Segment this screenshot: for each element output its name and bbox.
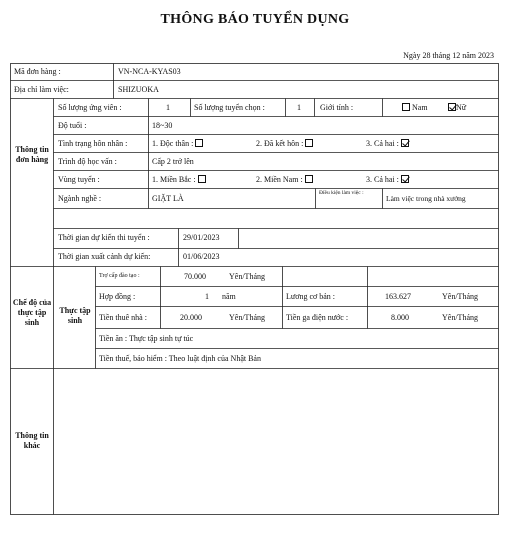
contract-label: Hợp đồng : xyxy=(99,292,136,301)
rent-unit: Yên/Tháng xyxy=(229,313,265,322)
marital-label: Tình trạng hôn nhân : xyxy=(58,139,128,148)
order-code-value: VN-NCA-KYAS03 xyxy=(118,67,181,76)
marital-married-checkbox[interactable] xyxy=(305,139,313,147)
marital-both-checkbox[interactable] xyxy=(401,139,409,147)
region-north-checkbox[interactable] xyxy=(198,175,206,183)
section-trainee-regime: Chế độ của thực tập sinh xyxy=(12,298,52,327)
departure-date-value: 01/06/2023 xyxy=(183,252,220,261)
base-salary-label: Lương cơ bản : xyxy=(286,292,336,301)
base-salary-unit: Yên/Tháng xyxy=(442,292,478,301)
section-other-info: Thông tin khác xyxy=(15,431,49,450)
industry-label: Ngành nghề : xyxy=(58,194,102,203)
age-label: Độ tuổi : xyxy=(58,121,87,130)
marital-both-text: 3. Cả hai : xyxy=(366,139,399,148)
section-order-info: Thông tin đơn hàng xyxy=(15,145,49,164)
region-south-text: 2. Miền Nam : xyxy=(256,175,303,184)
section-trainee: Thực tập sinh xyxy=(59,306,91,325)
marital-single-text: 1. Độc thân : xyxy=(152,139,194,148)
work-condition-value: Làm việc trong nhà xưởng xyxy=(386,194,466,203)
gender-male xyxy=(402,104,428,112)
marital-single-checkbox[interactable] xyxy=(195,139,203,147)
region-label: Vùng tuyển : xyxy=(58,175,100,184)
marital-married-text: 2. Đã kết hôn : xyxy=(256,139,304,148)
exam-date-value: 29/01/2023 xyxy=(183,233,220,242)
age-value: 18~30 xyxy=(152,121,173,130)
education-value: Cấp 2 trở lên xyxy=(152,157,194,166)
region-north-text: 1. Miền Bắc : xyxy=(152,175,196,184)
industry-value: GIẶT LÀ xyxy=(152,194,184,203)
tax-info: Tiền thuế, bảo hiểm : Theo luật định của Nhật Bản xyxy=(99,354,261,363)
region-both-checkbox[interactable] xyxy=(401,175,409,183)
food-info: Tiền ăn : Thực tập sinh tự túc xyxy=(99,334,194,343)
document-date: Ngày 28 tháng 12 năm 2023 xyxy=(403,51,494,60)
gender-label: Giới tính : xyxy=(320,103,354,112)
work-address-value: SHIZUOKA xyxy=(118,85,159,94)
training-allowance-unit: Yên/Tháng xyxy=(229,272,265,281)
work-address-label: Địa chỉ làm việc: xyxy=(14,85,69,94)
gender-female-checkbox[interactable] xyxy=(448,103,456,111)
applicants-value: 1 xyxy=(166,103,170,112)
utilities-unit: Yên/Tháng xyxy=(442,313,478,322)
region-north xyxy=(152,176,206,184)
education-label: Trình độ học vấn : xyxy=(58,157,117,166)
work-condition-label: Điều kiện làm việc : xyxy=(319,190,364,196)
contract-value: 1 xyxy=(205,292,209,301)
rent-label: Tiền thuê nhà : xyxy=(99,313,147,322)
gender-male-text: Nam xyxy=(412,103,428,112)
selected-label: Số lượng tuyển chọn : xyxy=(194,103,265,112)
gender-female xyxy=(448,104,466,112)
order-code-label: Mã đơn hàng : xyxy=(14,67,61,76)
selected-value: 1 xyxy=(297,103,301,112)
applicants-label: Số lượng ứng viên : xyxy=(58,103,122,112)
base-salary-value: 163.627 xyxy=(385,292,411,301)
utilities-value: 8.000 xyxy=(391,313,409,322)
marital-both xyxy=(366,140,409,148)
marital-married xyxy=(256,140,313,148)
contract-unit: năm xyxy=(222,292,236,301)
rent-value: 20.000 xyxy=(180,313,202,322)
training-allowance-label: Trợ cấp đào tạo : xyxy=(99,273,140,279)
gender-female-text: Nữ xyxy=(456,103,467,112)
exam-date-label: Thời gian dự kiến thi tuyển : xyxy=(58,233,150,242)
region-both xyxy=(366,176,409,184)
training-allowance-value: 70.000 xyxy=(184,272,206,281)
page-title: THÔNG BÁO TUYỂN DỤNG xyxy=(160,12,350,27)
departure-date-label: Thời gian xuất cảnh dự kiến: xyxy=(58,252,151,261)
marital-single xyxy=(152,140,203,148)
region-both-text: 3. Cả hai : xyxy=(366,175,399,184)
region-south-checkbox[interactable] xyxy=(305,175,313,183)
utilities-label: Tiền ga điện nước : xyxy=(286,313,349,322)
region-south xyxy=(256,176,313,184)
gender-male-checkbox[interactable] xyxy=(402,103,410,111)
